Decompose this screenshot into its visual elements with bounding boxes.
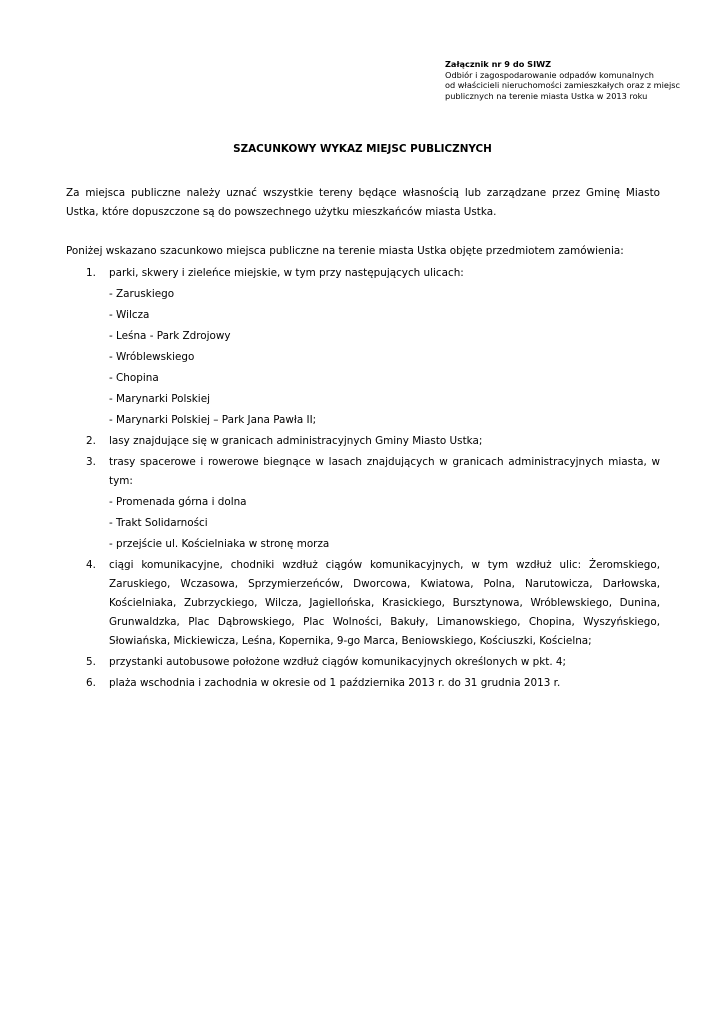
- list-item: [66, 674, 660, 693]
- list-item: [66, 453, 660, 491]
- list-item-number: 6.: [86, 677, 96, 689]
- list-item-text: przystanki autobusowe położone wzdłuż ciągów komunikacyjnych określonych w pkt. 4;: [109, 656, 567, 668]
- sub-item: - przejście ul. Kościelniaka w stronę morza: [109, 538, 330, 550]
- attachment-line: Odbiór i zagospodarowanie odpadów komunalnych: [445, 69, 654, 80]
- list-item-text: lasy znajdujące się w granicach administracyjnych Gminy Miasto Ustka;: [109, 435, 483, 447]
- attachment-note: [445, 59, 715, 101]
- sub-item: - Leśna - Park Zdrojowy: [109, 330, 231, 342]
- places-list: [66, 264, 660, 695]
- document-title: SZACUNKOWY WYKAZ MIEJSC PUBLICZNYCH: [233, 143, 492, 155]
- list-item: [66, 556, 660, 651]
- attachment-line: publicznych na terenie miasta Ustka w 2013 roku: [445, 90, 648, 101]
- list-item-number: 2.: [86, 435, 96, 447]
- sub-item: - Wróblewskiego: [109, 351, 195, 363]
- intro-paragraph: Za miejsca publiczne należy uznać wszystkie tereny będące własnością lub zarządzane przez Gminę Miasto Ustka, które dopuszczone są do powszechnego użytku mieszkańców miasta Ustka.: [66, 187, 660, 218]
- list-item: [66, 653, 660, 672]
- list-item-text: ciągi komunikacyjne, chodniki wzdłuż ciągów komunikacyjnych, w tym wzdłuż ulic: Żeromskiego, Zaruskiego, Wczasowa, Sprzymierzeńców, Dworcowa, Kwiatowa, Polna, Narutowicza, Darłowska, Kościelniaka, Zubrzyckiego, Wilcza, Jagiellońska, Krasickiego, Bursztynowa, Wróblewskiego, Dunina, Grunwaldzka, Plac Dąbrowskiego, Plac Wolności, Bakuły, Limanowskiego, Chopina, Wyszyńskiego, Słowiańska, Mickiewicza, Leśna, Kopernika, 9-go Marca, Beniowskiego, Kościuszki, Kościelna;: [109, 559, 660, 647]
- list-intro-paragraph: Poniżej wskazano szacunkowo miejsca publiczne na terenie miasta Ustka objęte przedmiotem zamówienia:: [66, 245, 624, 257]
- attachment-line: od właścicieli nieruchomości zamieszkałych oraz z miejsc: [445, 80, 681, 90]
- sub-item: - Trakt Solidarności: [109, 517, 208, 529]
- list-item-text: parki, skwery i zieleńce miejskie, w tym przy następujących ulicach:: [109, 267, 464, 279]
- sub-item: - Wilcza: [109, 309, 150, 321]
- list-item-number: 1.: [86, 267, 96, 279]
- sub-item: - Marynarki Polskiej – Park Jana Pawła II;: [109, 414, 317, 426]
- list-item: [66, 264, 660, 283]
- list-item: [66, 432, 660, 451]
- attachment-title: Załącznik nr 9 do SIWZ: [445, 59, 552, 69]
- list-item-number: 3.: [86, 456, 96, 468]
- sub-item: - Chopina: [109, 372, 159, 384]
- list-item-number: 5.: [86, 656, 96, 668]
- list-item-text: plaża wschodnia i zachodnia w okresie od 1 października 2013 r. do 31 grudnia 2013 r.: [109, 677, 561, 689]
- sub-item: - Marynarki Polskiej: [109, 393, 210, 405]
- list-item-number: 4.: [86, 559, 96, 571]
- sub-item: - Promenada górna i dolna: [109, 496, 247, 508]
- sub-item: - Zaruskiego: [109, 288, 175, 300]
- list-item-text: trasy spacerowe i rowerowe biegnące w lasach znajdujących w granicach administracyjnych miasta, w tym:: [109, 456, 660, 487]
